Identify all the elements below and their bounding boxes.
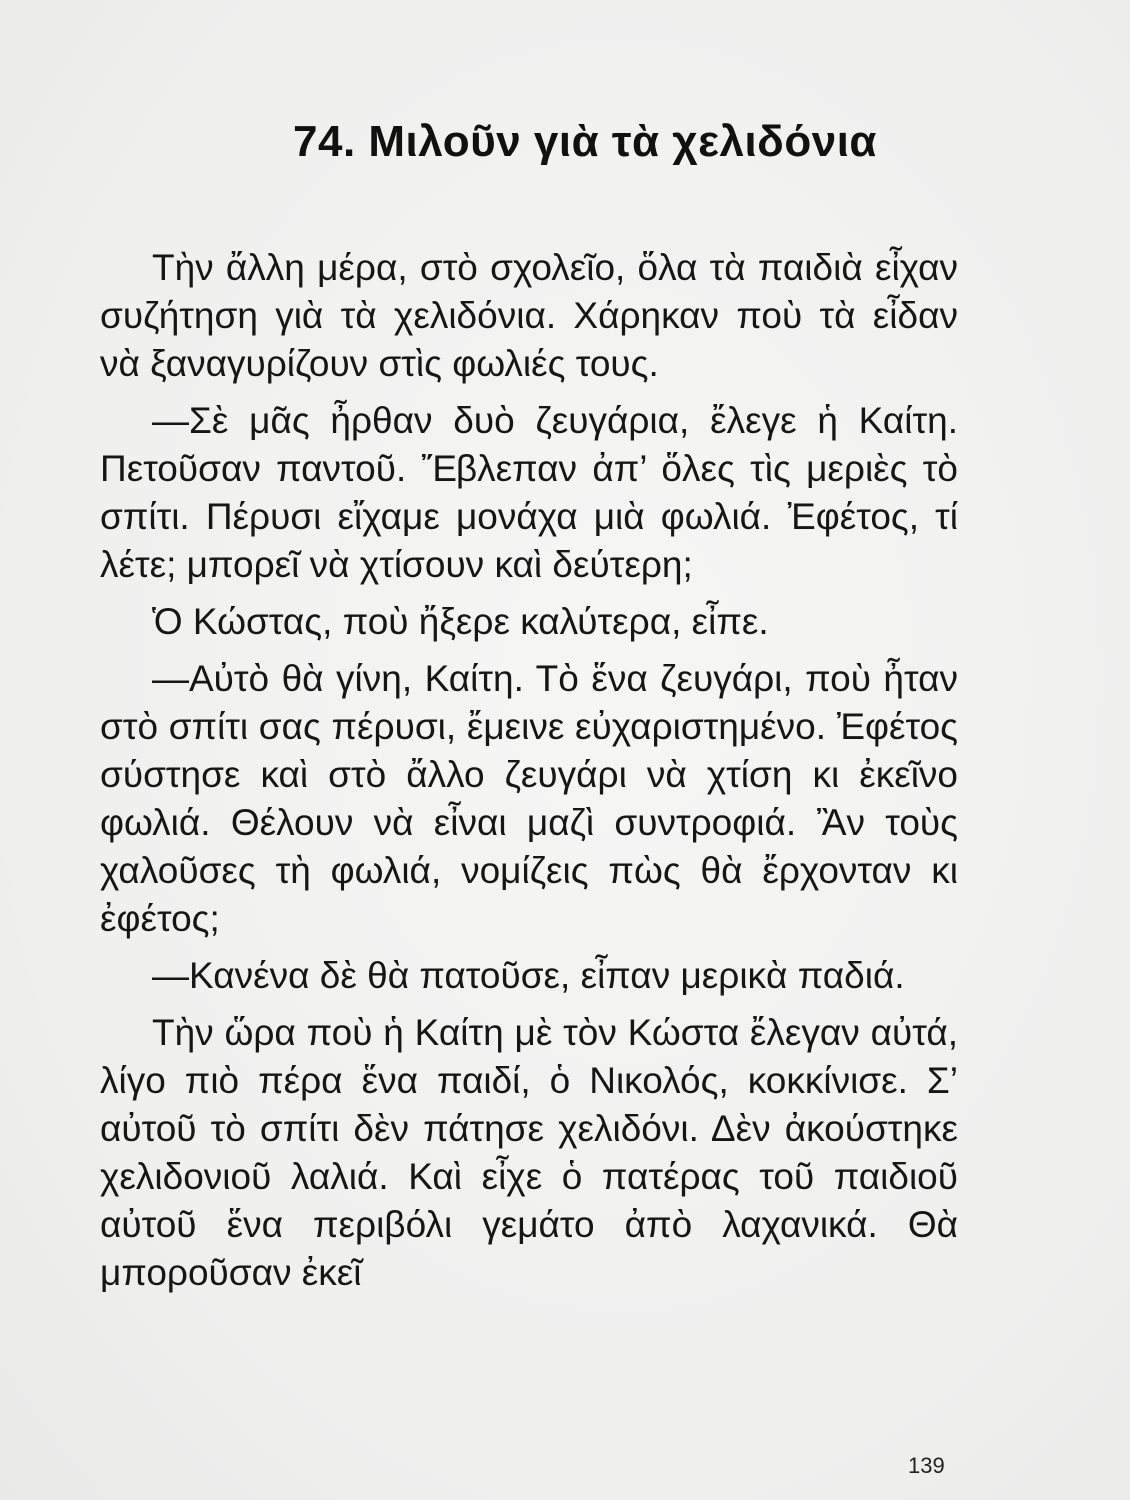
paragraph-1: Τὴν ἄλλη μέρα, στὸ σχολεῖο, ὅλα τὰ παιδιὰ εἶχαν συζήτηση γιὰ τὰ χελιδόνια. Χάρηκαν ποὺ τὰ εἶδαν νὰ ξαναγυρίζουν στὶς φωλιές τους. bbox=[100, 247, 958, 384]
paragraph-3: Ὁ Κώστας, ποὺ ἤξερε καλύτερα, εἶπε. bbox=[152, 601, 769, 642]
paragraph-4: —Αὐτὸ θὰ γίνη, Καίτη. Τὸ ἕνα ζευγάρι, ποὺ ἦταν στὸ σπίτι σας πέρυσι, ἔμεινε εὐχαριστημένο. Ἐφέτος σύστησε καὶ στὸ ἄλλο ζευγάρι νὰ χτίση κι ἐκεῖνο φωλιά. Θέλουν νὰ εἶναι μαζὶ συντροφιά. Ἂν τοὺς χαλοῦσες τὴ φωλιά, νομίζεις πὼς θὰ ἔρχονταν κι ἐφέτος; bbox=[100, 658, 958, 939]
paragraph-5: —Κανένα δὲ θὰ πατοῦσε, εἶπαν μερικὰ παδιά. bbox=[152, 955, 905, 996]
paragraph-2: —Σὲ μᾶς ἦρθαν δυὸ ζευγάρια, ἔλεγε ἡ Καίτη. Πετοῦσαν παντοῦ. Ἔβλεπαν ἀπ’ ὅλες τὶς μεριὲς τὸ σπίτι. Πέρυσι εἴχαμε μονάχα μιὰ φωλιά. Ἐφέτος, τί λέτε; μπορεῖ νὰ χτίσουν καὶ δεύτερη; bbox=[100, 400, 958, 585]
body-text bbox=[100, 244, 958, 1306]
paragraph-6: Τὴν ὥρα ποὺ ἡ Καίτη μὲ τὸν Κώστα ἔλεγαν αὐτά, λίγο πιὸ πέρα ἕνα παιδί, ὁ Νικολός, κοκκίνισε. Σ’ αὐτοῦ τὸ σπίτι δὲν πάτησε χελιδόνι. Δὲν ἀκούστηκε χελιδονιοῦ λαλιά. Καὶ εἶχε ὁ πατέρας τοῦ παιδιοῦ αὐτοῦ ἕνα περιβόλι γεμάτο ἀπὸ λαχανικά. Θὰ μποροῦσαν ἐκεῖ bbox=[100, 1012, 958, 1293]
page-number: 139 bbox=[908, 1453, 945, 1478]
chapter-title: 74. Μιλοῦν γιὰ τὰ χελιδόνια bbox=[293, 117, 877, 166]
